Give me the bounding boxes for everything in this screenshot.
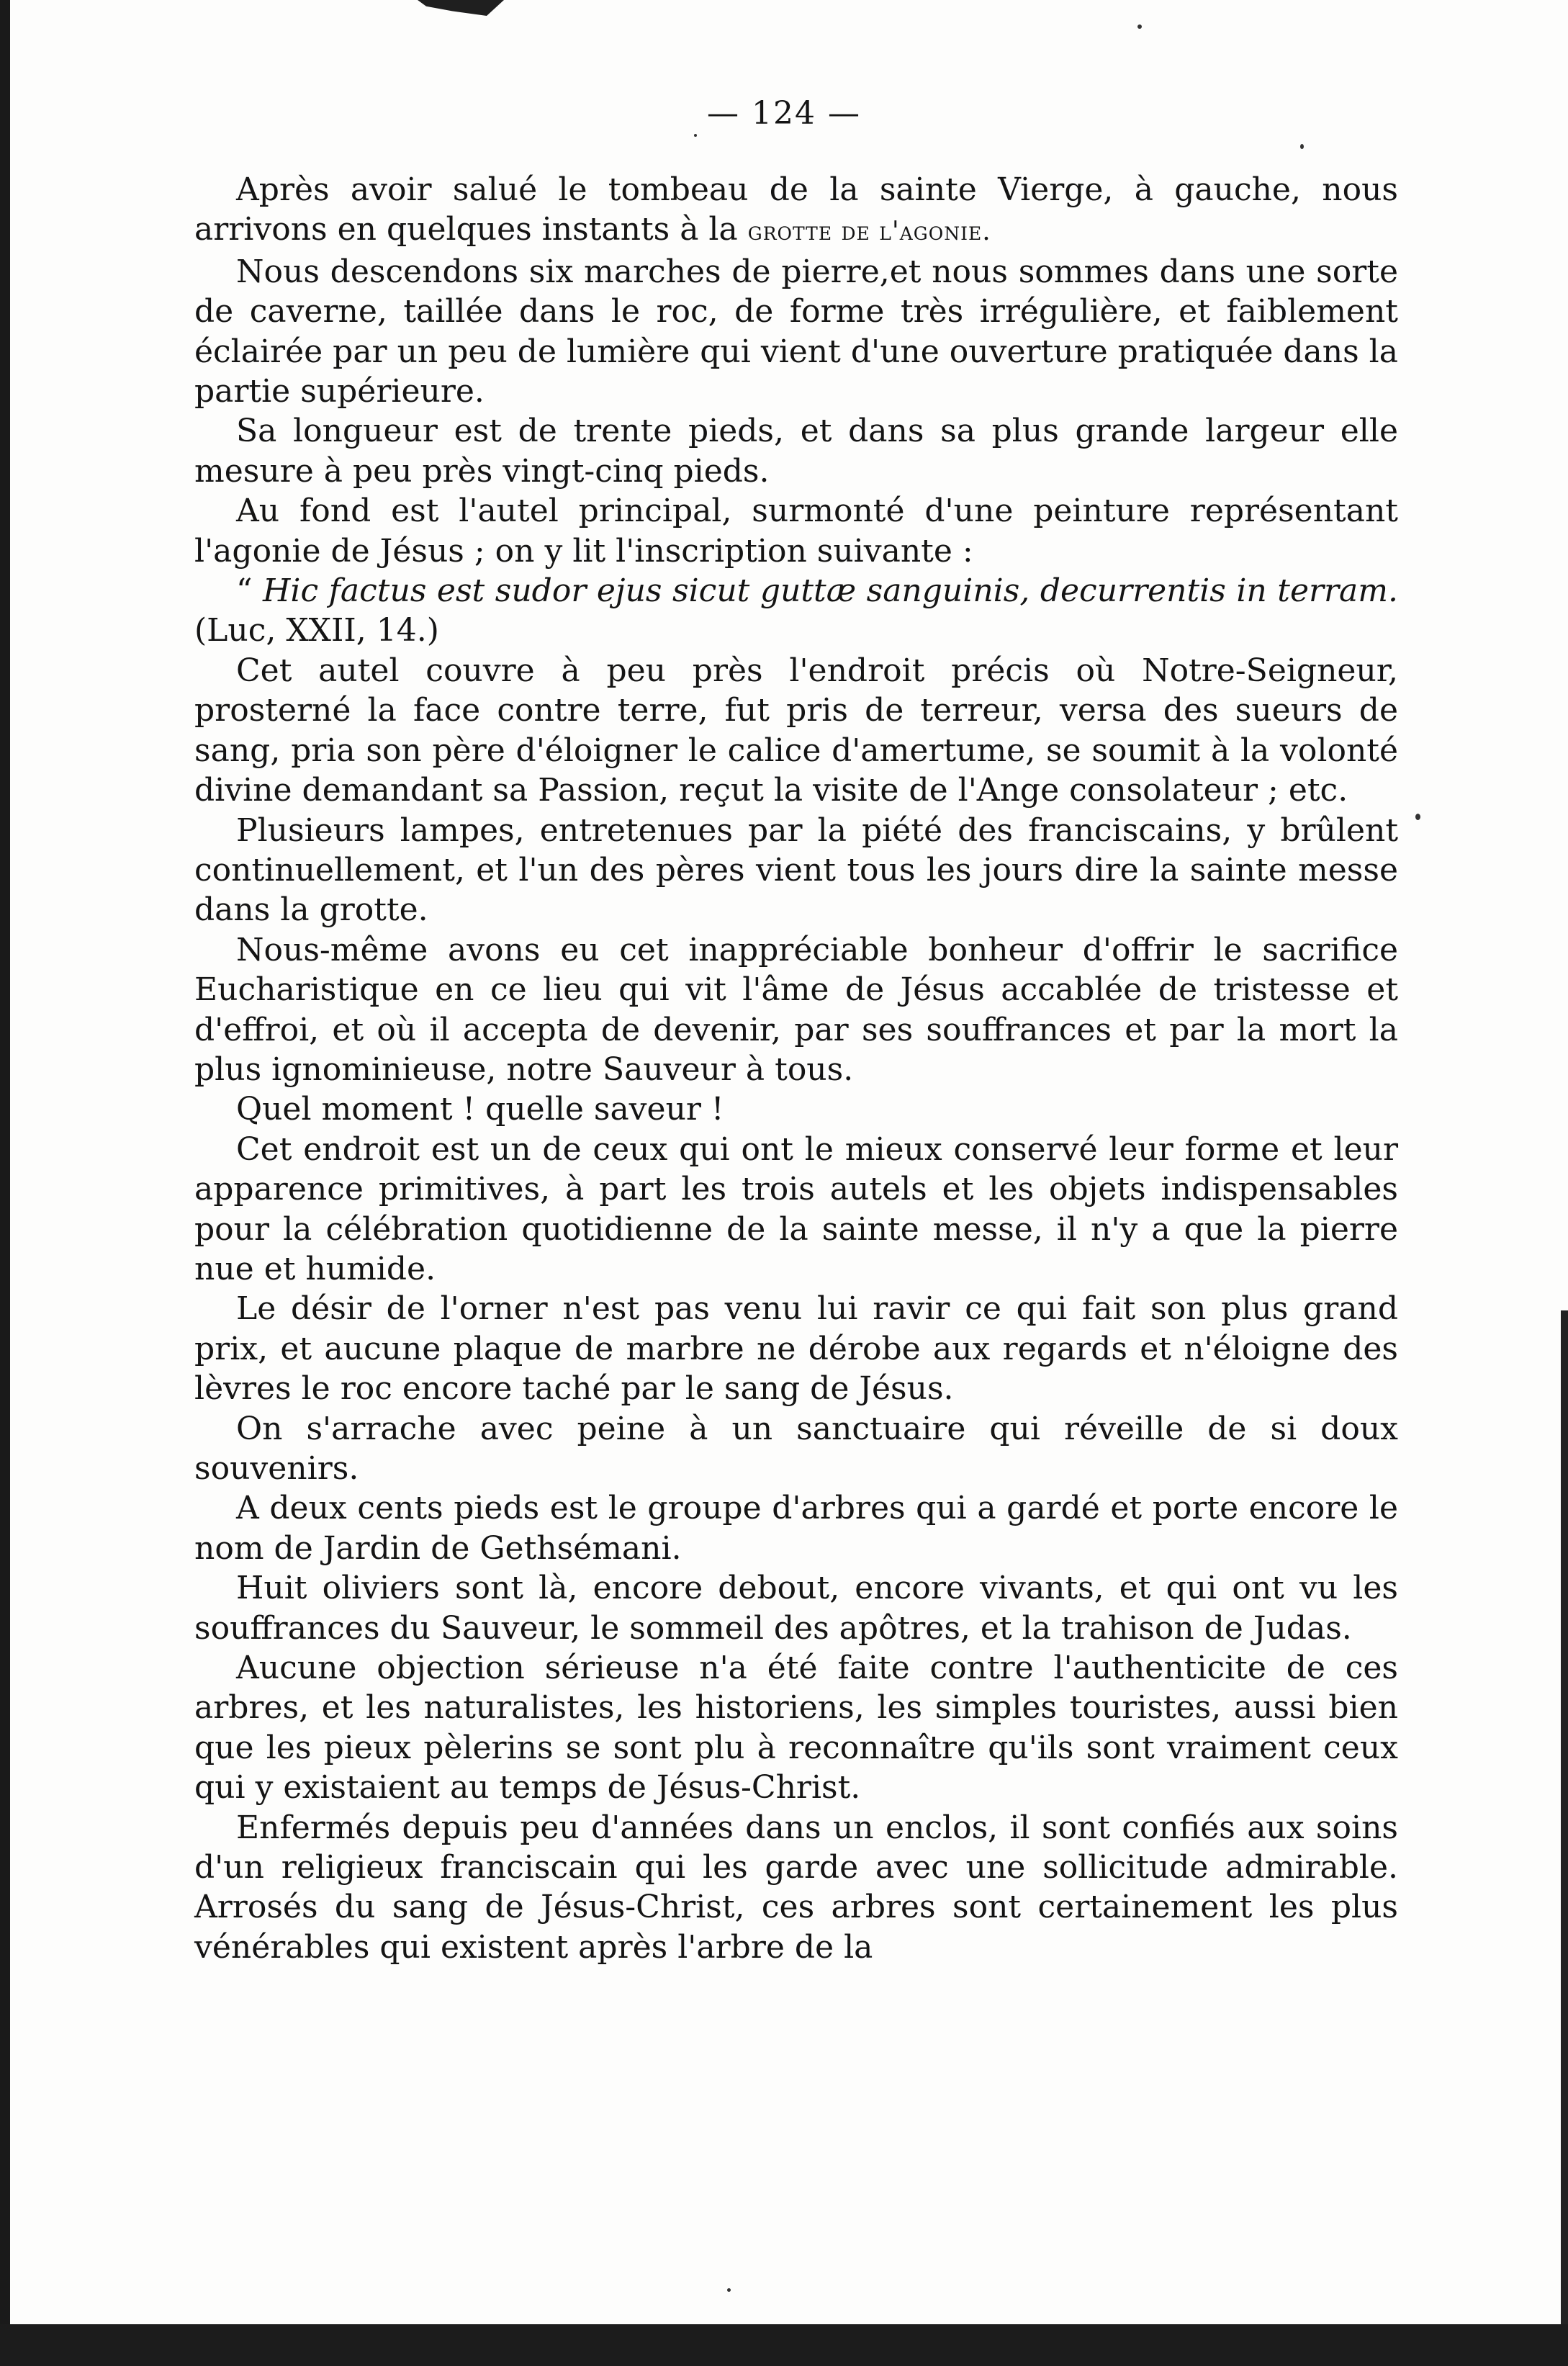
scan-bottom-band <box>0 2324 1568 2366</box>
text-run: Huit oliviers sont là, encore debout, encore vivants, et qui ont vu les souffrances du Sauveur, le sommeil des apôtres, et la trahison de Judas. <box>194 1570 1398 1647</box>
text-run: Nous descendons six marches de pierre,et nous sommes dans une sorte de caverne, taillée dans le roc, de forme très irrégulière, et faiblement éclairée par un peu de lumière qui vient d'une ouverture pratiquée dans la partie supérieure. <box>194 253 1398 410</box>
scan-top-mark <box>418 0 504 16</box>
text-run: On s'arrache avec peine à un sanctuaire qui réveille de si doux souvenirs. <box>194 1410 1398 1487</box>
text-run: Au fond est l'autel principal, surmonté d'une peinture représentant l'agonie de Jésus ; on y lit l'inscription suivante : <box>194 492 1398 570</box>
paragraph <box>194 1648 1398 1808</box>
scan-right-edge <box>1561 1310 1568 2366</box>
place-name-smallcaps: grotte de l'agonie. <box>747 217 991 247</box>
text-run: Cet autel couvre à peu près l'endroit précis où Notre-Seigneur, prosterné la face contre terre, fut pris de terreur, versa des sueurs de sang, pria son père d'éloigner le calice d'amertume, se soumit à la volonté divine demandant sa Passion, reçut la visite de l'Ange consolateur ; etc. <box>194 652 1398 809</box>
paragraph <box>194 571 1398 651</box>
text-run: Enfermés depuis peu d'années dans un enclos, il sont confiés aux soins d'un religieux franciscain qui les garde avec une sollicitude admirable. Arrosés du sang de Jésus-Christ, ces arbres sont certainement les plus vénérables qui existent après l'arbre de la <box>194 1809 1398 1966</box>
text-run: Plusieurs lampes, entretenues par la piété des franciscains, y brûlent continuellement, et l'un des pères vient tous les jours dire la sainte messe dans la grotte. <box>194 811 1398 929</box>
paragraph <box>194 930 1398 1090</box>
page-number: — 124 — <box>707 95 861 132</box>
paragraph <box>194 1089 1398 1129</box>
scan-speck <box>1415 814 1420 820</box>
paragraph <box>194 1409 1398 1489</box>
paragraph <box>194 252 1398 412</box>
text-run: A deux cents pieds est le groupe d'arbres qui a gardé et porte encore le nom de Jardin de Gethsémani. <box>194 1490 1398 1567</box>
paragraph <box>194 1568 1398 1648</box>
text-run: Quel moment ! quelle saveur ! <box>236 1091 724 1128</box>
latin-quotation: Hic factus est sudor ejus sicut guttæ sanguinis, decurrentis in terram. <box>263 572 1399 610</box>
body-text <box>194 170 1398 1967</box>
scan-speck <box>727 2288 731 2292</box>
paragraph <box>194 1488 1398 1568</box>
text-run: Nous-même avons eu cet inappréciable bonheur d'offrir le sacrifice Eucharistique en ce lieu qui vit l'âme de Jésus accablée de tristesse et d'effroi, et où il accepta de devenir, par ses souffrances et par la mort la plus ignominieuse, notre Sauveur à tous. <box>194 931 1398 1088</box>
paragraph <box>194 1289 1398 1408</box>
paragraph <box>194 170 1398 252</box>
paragraph <box>194 651 1398 811</box>
text-run: (Luc, XXII, 14.) <box>194 612 439 649</box>
scan-speck <box>1137 24 1142 29</box>
text-run: Sa longueur est de trente pieds, et dans sa plus grande largeur elle mesure à peu près vingt-cinq pieds. <box>194 413 1398 490</box>
text-run: Après avoir salué le tombeau de la sainte Vierge, à gauche, nous arrivons en quelques instants à la <box>194 171 1398 248</box>
paragraph <box>194 811 1398 930</box>
paragraph <box>194 491 1398 571</box>
scan-left-edge <box>0 0 10 2366</box>
scan-speck <box>1300 144 1304 149</box>
paragraph <box>194 1808 1398 1968</box>
text-run: Cet endroit est un de ceux qui ont le mieux conservé leur forme et leur apparence primitives, à part les trois autels et les objets indispensables pour la célébration quotidienne de la sainte messe, il n'y a que la pierre nue et humide. <box>194 1130 1398 1287</box>
text-run: “ <box>236 572 263 610</box>
text-run: Aucune objection sérieuse n'a été faite contre l'authenticite de ces arbres, et les naturalistes, les historiens, les simples touristes, aussi bien que les pieux pèlerins se sont plu à reconnaître qu'ils sont vraiment ceux qui y existaient au temps de Jésus-Christ. <box>194 1650 1398 1807</box>
paragraph <box>194 411 1398 491</box>
paragraph <box>194 1130 1398 1290</box>
text-run: Le désir de l'orner n'est pas venu lui ravir ce qui fait son plus grand prix, et aucune plaque de marbre ne dérobe aux regards et n'éloigne des lèvres le roc encore taché par le sang de Jésus. <box>194 1290 1398 1408</box>
